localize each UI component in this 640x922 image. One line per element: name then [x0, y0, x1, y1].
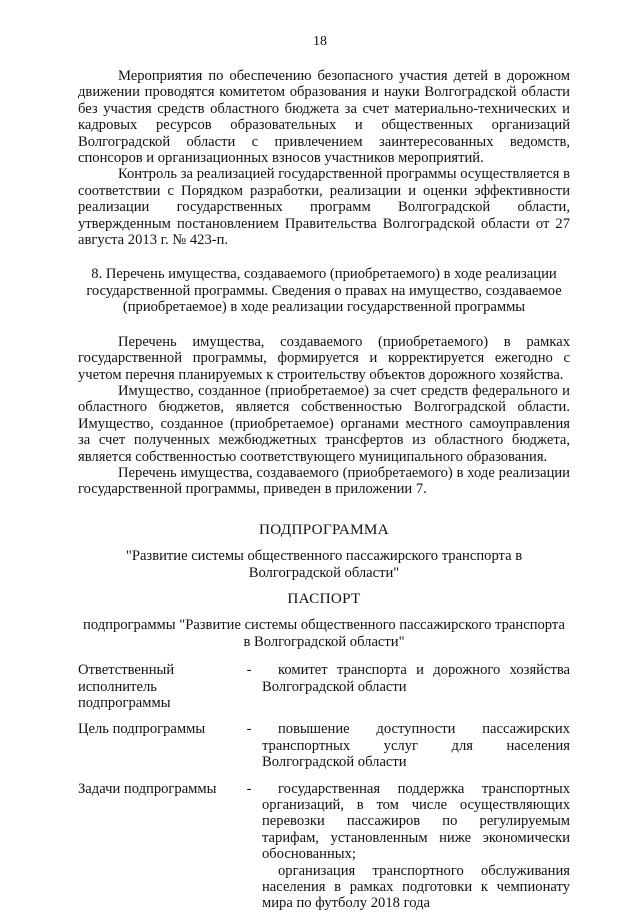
subprogram-name: "Развитие системы общественного пассажирского транспорта в Волгоградской области": [125, 548, 523, 581]
passport-table: [78, 662, 570, 912]
intro-paragraph-1: Мероприятия по обеспечению безопасного участия детей в дорожном движении проводятся комитетом образования и науки Волгоградской области без участия средств областного бюджета за счет материально-технических и кадровых ресурсов образовательных и общественных организаций Волгоградской области с привлечением заинтересованных ведомств, спонсоров и организационных взносов участников мероприятий.: [78, 68, 570, 167]
passport-value-line: государственная поддержка транспортных организаций, в том числе осуществляющих перевозки пассажиров по регулируемым тарифам, установленным ниже экономически обоснованных;: [262, 780, 570, 863]
intro-paragraph-2: Контроль за реализацией государственной программы осуществляется в соответствии с Порядком разработки, реализации и оценки эффективности реализации государственных программ Волгоградской области, утвержденным постановлением Правительства Волгоградской области от 27 августа 2013 г. № 423-п.: [78, 166, 570, 249]
passport-row-goal: [78, 721, 570, 770]
section-8-title: 8. Перечень имущества, создаваемого (приобретаемого) в ходе реализации государственной программы. Сведения о правах на имущество, создаваемое (приобретаемое) в ходе реализации государственной программы: [86, 266, 562, 316]
section-8-paragraph-2: Имущество, созданное (приобретаемое) за счет средств федерального и областного бюджетов, является собственностью Волгоградской области. Имущество, созданное (приобретаемое) органами местного самоуправления за счет полученных межбюджетных трансфертов из областного бюджета, является собственностью соответствующего муниципального образования.: [78, 382, 570, 465]
section-8-paragraph-1: Перечень имущества, создаваемого (приобретаемого) в рамках государственной программы, формируется и корректируется ежегодно с учетом перечня планируемых к строительству объектов дорожного хозяйства.: [78, 333, 570, 383]
passport-value-line: организация транспортного обслуживания населения в рамках подготовки к чемпионату мира по футболу 2018 года: [262, 862, 570, 912]
passport-row-dash: -: [246, 721, 252, 738]
passport-value-line: комитет транспорта и дорожного хозяйства Волгоградской области: [262, 662, 570, 695]
section-8-paragraph-3: Перечень имущества, создаваемого (приобретаемого) в ходе реализации государственной программы, приведен в приложении 7.: [78, 464, 570, 498]
passport-row-responsible: [78, 662, 570, 711]
passport-row-dash: -: [246, 662, 252, 679]
passport-row-dash: -: [246, 780, 252, 797]
passport-row-value: [262, 721, 570, 770]
page-number: 18: [313, 34, 327, 49]
passport-subtitle: подпрограммы "Развитие системы общественного пассажирского транспорта в Волгоградской области": [83, 617, 565, 650]
document-body: [78, 68, 570, 922]
passport-row-label: Ответственный исполнитель подпрограммы: [78, 662, 175, 711]
passport-row-tasks: [78, 781, 570, 912]
passport-row-label: Задачи подпрограммы: [78, 780, 217, 797]
subprogram-heading: ПОДПРОГРАММА: [259, 520, 389, 538]
passport-value-line: повышение доступности пассажирских транспортных услуг для населения Волгоградской области: [262, 721, 570, 771]
passport-heading: ПАСПОРТ: [287, 589, 361, 607]
passport-row-label: Цель подпрограммы: [78, 721, 206, 738]
passport-row-value: [262, 781, 570, 912]
passport-row-value: [262, 662, 570, 711]
